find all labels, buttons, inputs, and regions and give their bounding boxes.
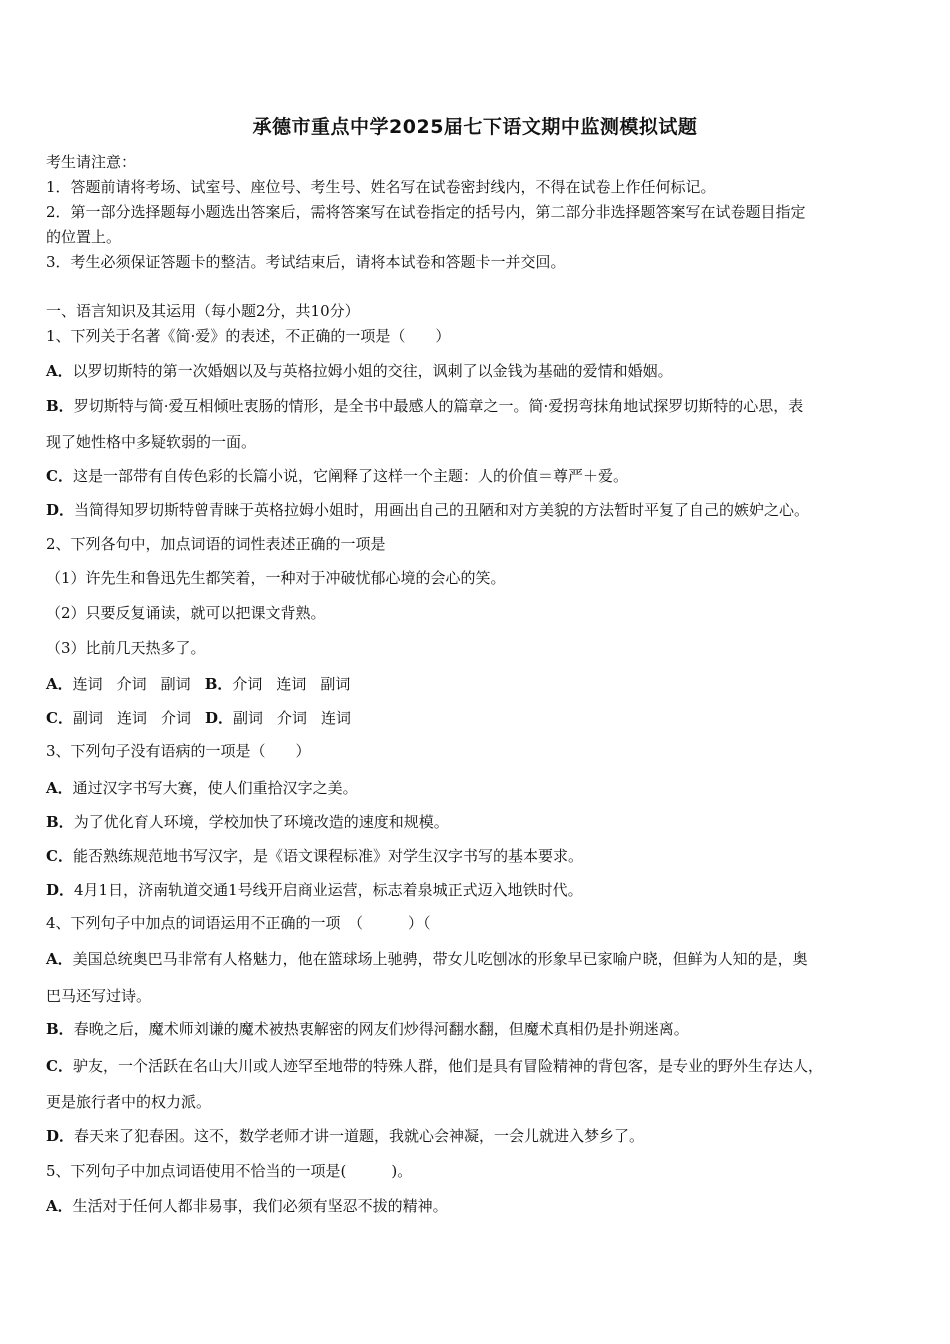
q1-option-b-cont: 现了她性格中多疑软弱的一面。 (46, 433, 257, 451)
option-text: 罗切斯特与简·爱互相倾吐衷肠的情形，是全书中最感人的篇章之一。简·爱拐弯抹角地试探罗切斯特的心思，表 (73, 397, 804, 415)
option-word: 连词 (321, 709, 352, 727)
option-word: 副词 (72, 709, 103, 727)
q4-option-a (46, 949, 808, 969)
q1-option-c (46, 466, 628, 486)
option-label: A． (46, 362, 73, 380)
q4-option-c (46, 1056, 823, 1076)
section-heading: 一、语言知识及其运用（每小题2分，共10分） (46, 302, 360, 320)
option-text: 生活对于任何人都非易事，我们必须有坚忍不拔的精神。 (72, 1197, 448, 1215)
option-text: 能否熟练规范地书写汉字，是《语文课程标准》对学生汉字书写的基本要求。 (72, 847, 583, 865)
q1-stem: 1、下列关于名著《简·爱》的表述，不正确的一项是（ ） (46, 327, 451, 345)
q3-option-c (46, 846, 583, 866)
q3-stem: 3、下列句子没有语病的一项是（ ） (46, 742, 311, 760)
option-label: B． (204, 675, 233, 693)
option-label: D． (205, 709, 234, 727)
q3-option-b (46, 812, 449, 832)
option-word: 副词 (160, 675, 191, 693)
option-word: 介词 (160, 709, 191, 727)
q4-option-b (46, 1019, 689, 1039)
q4-option-a-cont: 巴马还写过诗。 (46, 987, 152, 1005)
q1-option-b (46, 396, 803, 416)
notice-item-2-cont: 的位置上。 (46, 228, 122, 246)
option-text: 以罗切斯特的第一次婚姻以及与英格拉姆小姐的交往，讽刺了以金钱为基础的爱情和婚姻。 (72, 362, 673, 380)
option-text: 春晚之后，魔术师刘谦的魔术被热衷解密的网友们炒得河翻水翻，但魔术真相仍是扑朔迷离。 (73, 1020, 689, 1038)
notice-heading: 考生请注意： (46, 153, 137, 171)
option-word: 副词 (320, 675, 351, 693)
option-label: C． (46, 1057, 73, 1075)
q4-option-d (46, 1126, 644, 1146)
option-label: B． (46, 1020, 74, 1038)
q2-sentence-3: （3）比前几天热多了。 (46, 639, 206, 657)
q3-option-d (46, 880, 583, 900)
option-label: B． (46, 397, 74, 415)
option-text: 春天来了犯春困。这不，数学老师才讲一道题，我就心会神凝，一会儿就进入梦乡了。 (74, 1127, 645, 1145)
option-text: 通过汉字书写大赛，使人们重拾汉字之美。 (72, 779, 358, 797)
option-label: A． (46, 675, 73, 693)
q4-option-c-cont: 更是旅行者中的权力派。 (46, 1093, 212, 1111)
option-word: 连词 (72, 675, 103, 693)
notice-item-3: 3．考生必须保证答题卡的整洁。考试结束后，请将本试卷和答题卡一并交回。 (46, 253, 566, 271)
option-label: A． (46, 779, 73, 797)
q5-stem: 5、下列句子中加点词语使用不恰当的一项是( )。 (46, 1162, 413, 1180)
option-word: 连词 (116, 709, 147, 727)
notice-item-1: 1．答题前请将考场、试室号、座位号、考生号、姓名写在试卷密封线内，不得在试卷上作任何标记。 (46, 178, 716, 196)
q4-stem: 4、下列句子中加点的词语运用不正确的一项 （ ）（ (46, 914, 431, 932)
q1-option-a (46, 361, 673, 381)
q2-options-cd (46, 708, 351, 728)
q2-stem: 2、下列各句中，加点词语的词性表述正确的一项是 (46, 535, 386, 553)
notice-item-2: 2．第一部分选择题每小题选出答案后，需将答案写在试卷指定的括号内，第二部分非选择题答案写在试卷题目指定 (46, 203, 806, 221)
option-label: B． (46, 813, 74, 831)
q2-sentence-1: （1）许先生和鲁迅先生都笑着，一种对于冲破忧郁心境的会心的笑。 (46, 569, 506, 587)
q1-option-d (46, 500, 809, 520)
option-label: A． (46, 950, 73, 968)
option-text: 4月1日，济南轨道交通1号线开启商业运营，标志着泉城正式迈入地铁时代。 (74, 881, 583, 899)
option-word: 介词 (232, 675, 263, 693)
option-word: 介词 (277, 709, 308, 727)
option-label: D． (46, 1127, 75, 1145)
option-label: C． (46, 709, 73, 727)
option-label: C． (46, 847, 73, 865)
option-text: 美国总统奥巴马非常有人格魅力，他在篮球场上驰骋，带女儿吃刨冰的形象早已家喻户晓，但鲜为人知的是，奥 (72, 950, 808, 968)
option-word: 副词 (233, 709, 264, 727)
q2-sentence-2: （2）只要反复诵读，就可以把课文背熟。 (46, 604, 326, 622)
option-label: D． (46, 501, 75, 519)
option-text: 这是一部带有自传色彩的长篇小说，它阐释了这样一个主题：人的价值＝尊严＋爱。 (72, 467, 628, 485)
option-text: 驴友，一个活跃在名山大川或人迹罕至地带的特殊人群，他们是具有冒险精神的背包客，是专业的野外生存达人， (72, 1057, 823, 1075)
option-text: 当简得知罗切斯特曾青睐于英格拉姆小姐时，用画出自己的丑陋和对方美貌的方法暂时平复了自己的嫉妒之心。 (74, 501, 810, 519)
option-label: A． (46, 1197, 73, 1215)
option-text: 为了优化育人环境，学校加快了环境改造的速度和规模。 (73, 813, 449, 831)
page-title: 承德市重点中学2025届七下语文期中监测模拟试题 (252, 116, 698, 138)
option-label: C． (46, 467, 73, 485)
option-label: D． (46, 881, 75, 899)
q5-option-a (46, 1196, 448, 1216)
q3-option-a (46, 778, 358, 798)
q2-options-ab (46, 674, 350, 694)
option-word: 介词 (116, 675, 147, 693)
option-word: 连词 (276, 675, 307, 693)
